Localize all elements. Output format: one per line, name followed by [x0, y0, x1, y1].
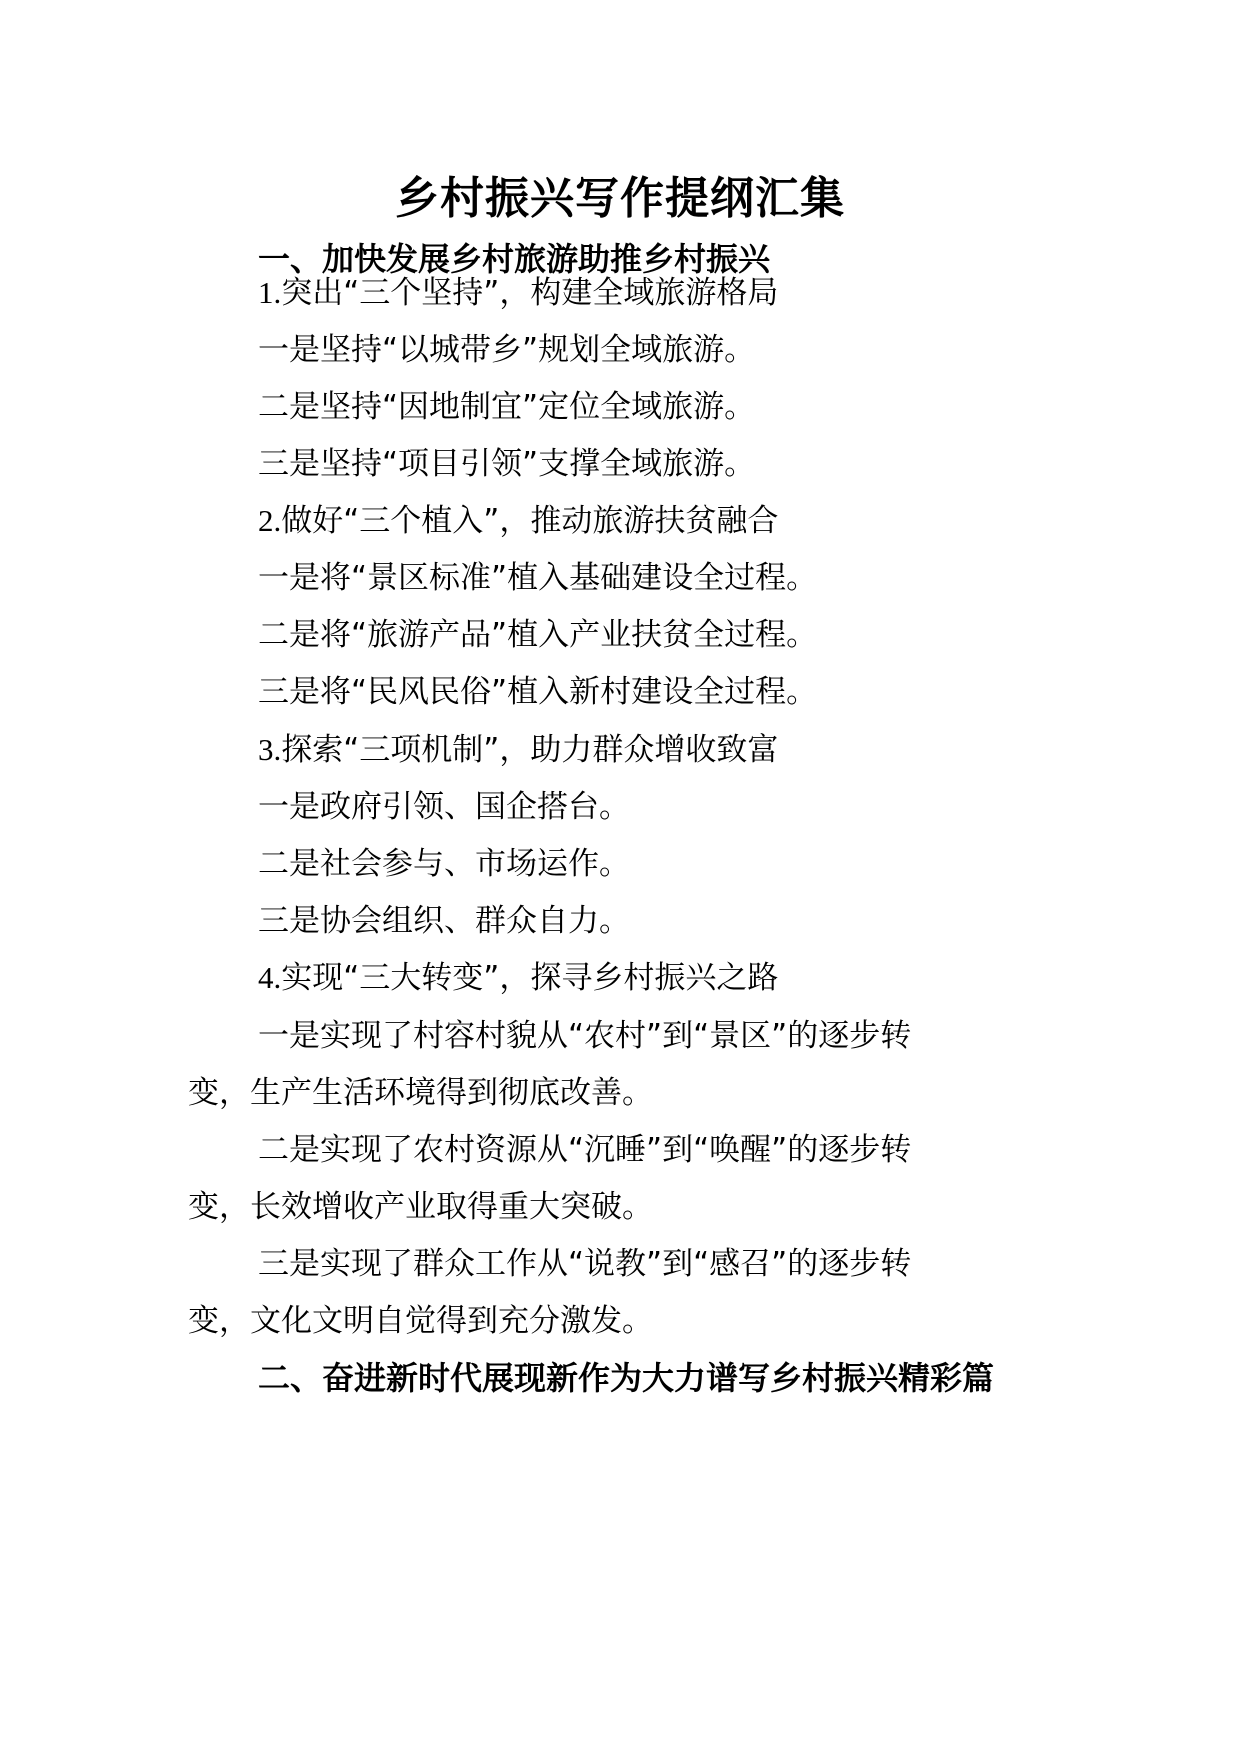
subheading-1	[258, 270, 778, 316]
subheading-4-number: 4.	[258, 960, 282, 995]
list-item: 二是社会参与、市场运作。	[258, 846, 630, 882]
list-item: 三是坚持“项目引领”支撑全域旅游。	[258, 446, 756, 482]
list-item: 三是协会组织、群众自力。	[258, 903, 630, 939]
list-item: 三是将“民风民俗”植入新村建设全过程。	[258, 674, 818, 710]
subheading-4	[258, 955, 778, 1001]
paragraph-line: 变，生产生活环境得到彻底改善。	[188, 1075, 653, 1111]
paragraph-line: 二是实现了农村资源从“沉睡”到“唤醒”的逐步转	[258, 1132, 912, 1168]
subheading-1-text: 突出“三个坚持”，构建全域旅游格局	[281, 275, 779, 311]
section-2-heading: 二、奋进新时代展现新作为大力谱写乡村振兴精彩篇	[258, 1359, 995, 1397]
subheading-3-number: 3.	[258, 732, 282, 767]
subheading-3	[258, 727, 778, 773]
section-1-heading: 一、加快发展乡村旅游助推乡村振兴	[258, 240, 771, 278]
paragraph-line: 一是实现了村容村貌从“农村”到“景区”的逐步转	[258, 1018, 912, 1054]
paragraph-line: 变，长效增收产业取得重大突破。	[188, 1189, 653, 1225]
paragraph-line: 三是实现了群众工作从“说教”到“感召”的逐步转	[258, 1246, 912, 1282]
subheading-1-number: 1.	[258, 275, 282, 310]
list-item: 二是将“旅游产品”植入产业扶贫全过程。	[258, 617, 818, 653]
subheading-2-text: 做好“三个植入”，推动旅游扶贫融合	[281, 503, 779, 539]
list-item: 一是将“景区标准”植入基础建设全过程。	[258, 560, 818, 596]
subheading-4-text: 实现“三大转变”，探寻乡村振兴之路	[281, 960, 779, 996]
paragraph-line: 变，文化文明自觉得到充分激发。	[188, 1303, 653, 1339]
subheading-2	[258, 498, 778, 544]
list-item: 一是政府引领、国企搭台。	[258, 789, 630, 825]
document-title: 乡村振兴写作提纲汇集	[395, 173, 845, 224]
subheading-2-number: 2.	[258, 503, 282, 538]
list-item: 一是坚持“以城带乡”规划全域旅游。	[258, 332, 756, 368]
subheading-3-text: 探索“三项机制”，助力群众增收致富	[281, 732, 779, 768]
list-item: 二是坚持“因地制宜”定位全域旅游。	[258, 389, 756, 425]
